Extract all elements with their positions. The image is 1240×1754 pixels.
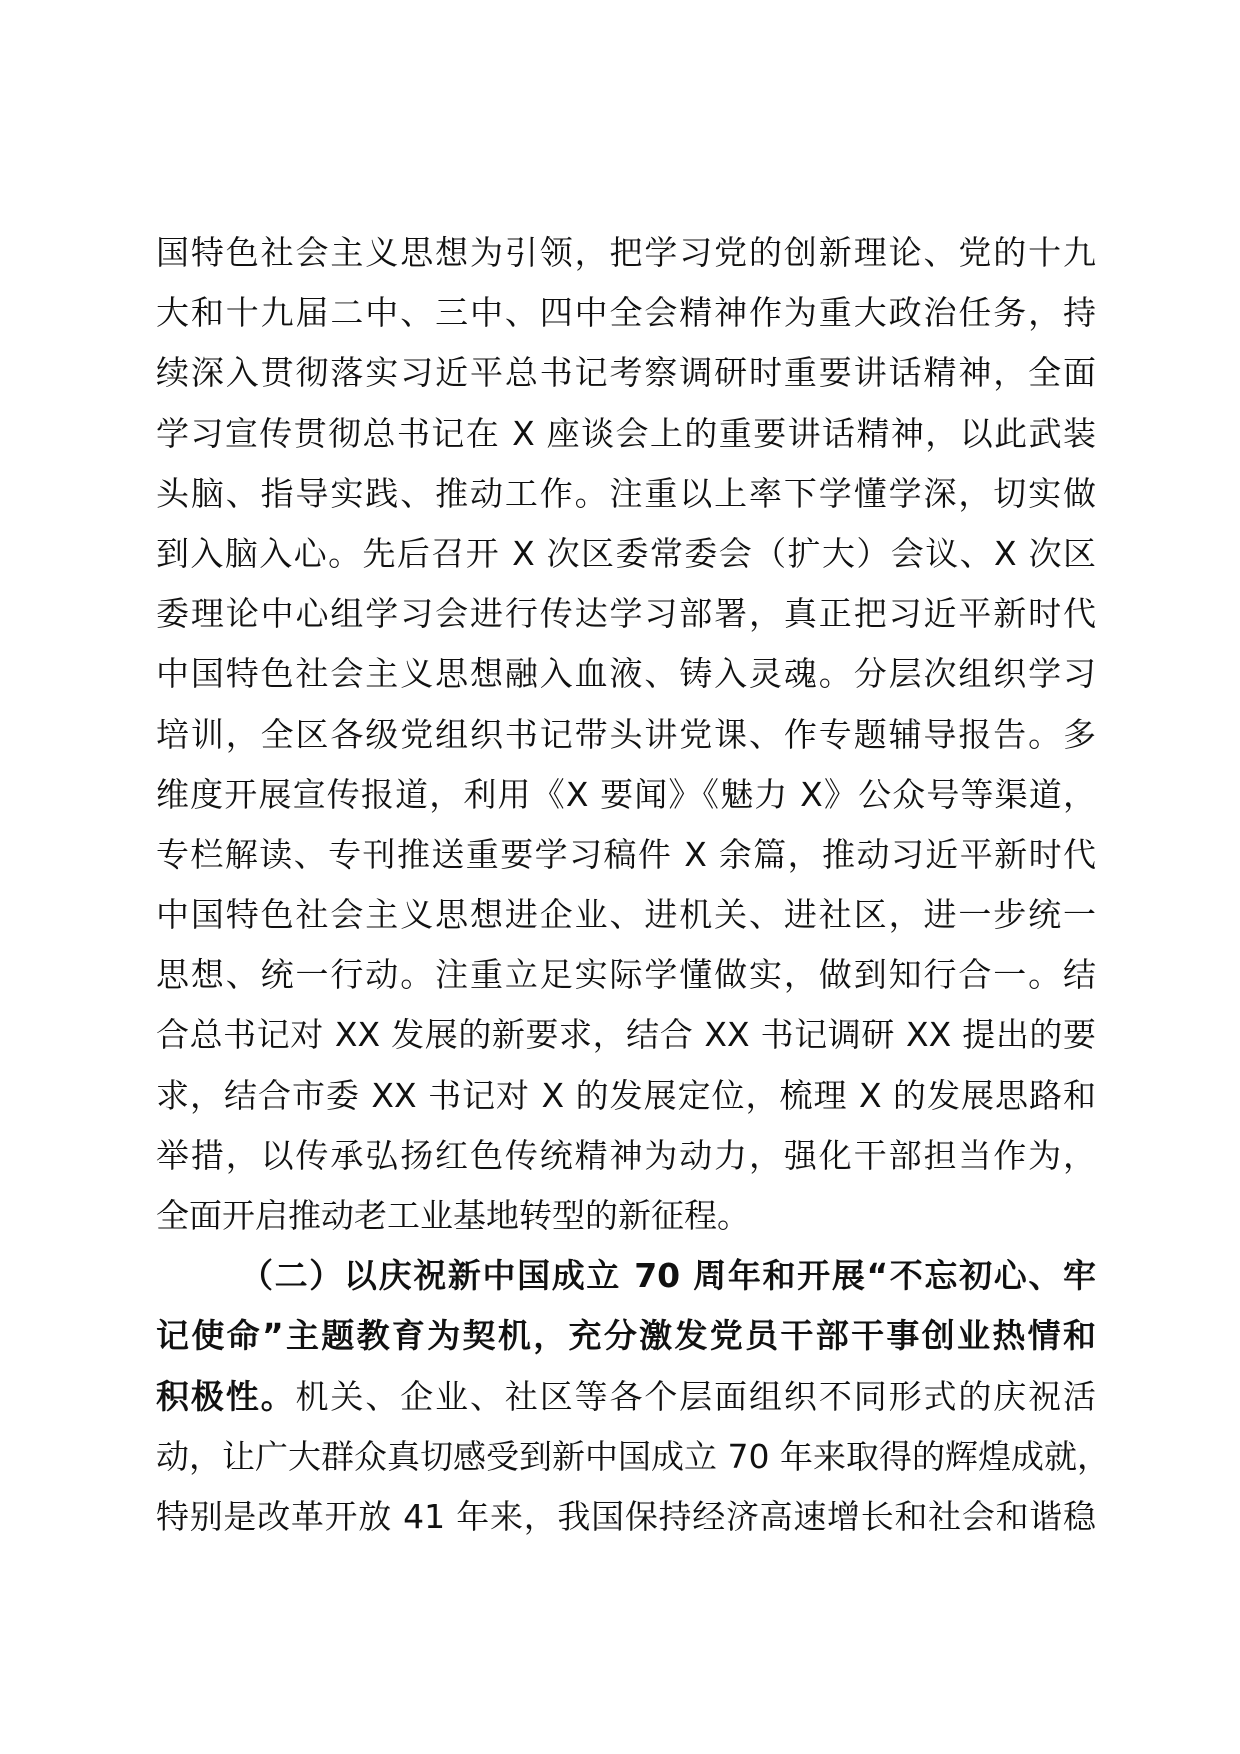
paragraph-line: 全面开启推动老工业基地转型的新征程。 — [156, 1196, 750, 1235]
paragraph-line: 求，结合市委 XX 书记对 X 的发展定位，梳理 X 的发展思路和 — [156, 1075, 1096, 1115]
paragraph-line: 委理论中心组学习会进行传达学习部署，真正把习近平新时代 — [156, 594, 1096, 634]
paragraph-line: 动，让广大群众真切感受到新中国成立 70 年来取得的辉煌成就， — [156, 1436, 1110, 1476]
paragraph-line: 国特色社会主义思想为引领，把学习党的创新理论、党的十九 — [156, 233, 1096, 272]
section-heading-line: 记使命”主题教育为契机，充分激发党员干部干事创业热情和 — [156, 1316, 1096, 1356]
paragraph-line: 专栏解读、专刊推送重要学习稿件 X 余篇，推动习近平新时代 — [156, 834, 1096, 874]
paragraph-line: 续深入贯彻落实习近平总书记考察调研时重要讲话精神，全面 — [156, 353, 1096, 393]
paragraph-line: 培训，全区各级党组织书记带头讲党课、作专题辅导报告。多 — [156, 714, 1096, 754]
body-text — [156, 223, 1110, 1547]
paragraph-line: 举措，以传承弘扬红色传统精神为动力，强化干部担当作为， — [156, 1135, 1096, 1175]
paragraph-text: 机关、企业、社区等各个层面组织不同形式的庆祝活 — [295, 1376, 1097, 1416]
paragraph-line: 特别是改革开放 41 年来，我国保持经济高速增长和社会和谐稳 — [156, 1496, 1096, 1536]
paragraph-line: 大和十九届二中、三中、四中全会精神作为重大政治任务，持 — [156, 293, 1096, 333]
paragraph-line: 到入脑入心。先后召开 X 次区委常委会（扩大）会议、X 次区 — [156, 533, 1096, 573]
paragraph-line: 思想、统一行动。注重立足实际学懂做实，做到知行合一。结 — [156, 955, 1096, 995]
paragraph-line: 中国特色社会主义思想进企业、进机关、进社区，进一步统一 — [156, 895, 1096, 935]
section-heading-tail: 积极性。 — [156, 1376, 296, 1416]
section-heading-line: （二）以庆祝新中国成立 70 周年和开展“不忘初心、牢 — [240, 1256, 1096, 1296]
paragraph-line: 合总书记对 XX 发展的新要求，结合 XX 书记调研 XX 提出的要 — [156, 1015, 1096, 1055]
paragraph-line: 维度开展宣传报道，利用《X 要闻》《魅力 X》公众号等渠道， — [156, 774, 1096, 814]
section-heading-mixed-line — [156, 1367, 1096, 1427]
paragraph-line: 头脑、指导实践、推动工作。注重以上率下学懂学深，切实做 — [156, 473, 1096, 513]
paragraph-line: 学习宣传贯彻总书记在 X 座谈会上的重要讲话精神，以此武装 — [156, 413, 1096, 453]
paragraph-line: 中国特色社会主义思想融入血液、铸入灵魂。分层次组织学习 — [156, 654, 1096, 694]
